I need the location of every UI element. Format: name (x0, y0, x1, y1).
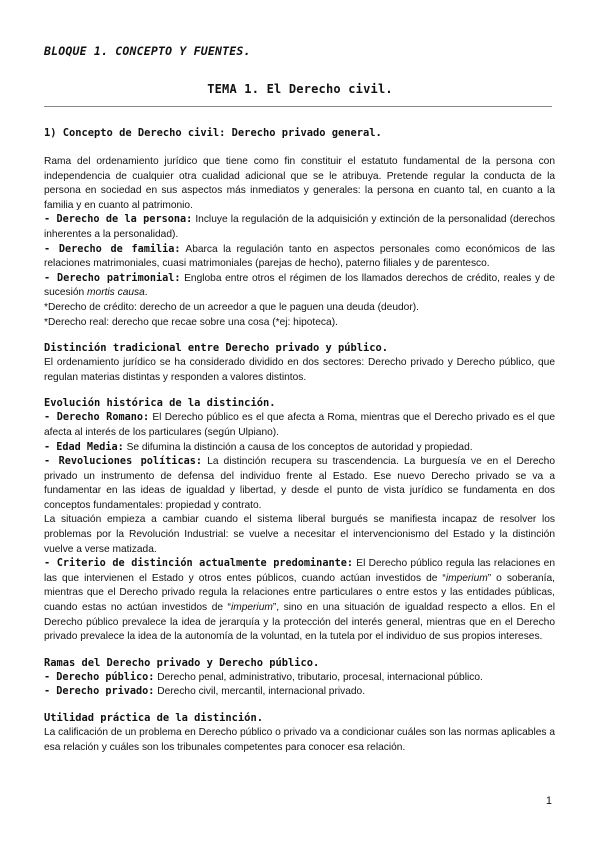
page-number: 1 (545, 795, 552, 807)
term-text: Engloba entre otros el régimen de los llamados derechos de crédito, reales y de sucesión (44, 272, 555, 299)
section-heading-concepto: 1) Concepto de Derecho civil: Derecho privado general. (44, 127, 382, 139)
term-text: El Derecho público regula las relaciones en las que intervienen el Estado y otros entes públicos, cuando actúan investidos de “ (44, 558, 555, 584)
term-text: Derecho civil, mercantil, internacional privado. (154, 686, 366, 698)
term-italic: mortis causa (87, 287, 145, 299)
section-heading-ramas: Ramas del Derecho privado y Derecho público. (44, 656, 320, 669)
document-body (44, 126, 555, 755)
term-label: - Derecho privado: (44, 686, 155, 698)
list-item-revoluciones (44, 455, 555, 513)
term-label: - Derecho Romano: (44, 412, 150, 424)
paragraph-intro: Rama del ordenamiento jurídico que tiene como fin constituir el estatuto fundamental de la persona con independencia de cualquier otra cualidad adicional que se le atribuya. Pretende regular la conducta de la persona en sociedad en sus aspectos más inmediatos y generales: la persona en cuanto tal, en cuanto a la familia y en cuanto al patrimonio. (44, 156, 555, 211)
term-text: La distinción recupera su trascendencia. La burguesía ve en el Derecho privado un instrumento de defensa del individuo frente al Estado. Ese nuevo Derecho privado se va a fundamentar en las ideas de igualdad y libertad, y desde el punto de vista jurídico se fundamenta en dos conceptos fundamentales: propiedad y contrato. (44, 456, 555, 511)
term-text-end: . (144, 287, 148, 299)
term-label: - Derecho de la persona: (44, 214, 193, 226)
paragraph-distincion: El ordenamiento jurídico se ha considerado dividido en dos sectores: Derecho privado y Derecho público, que regulan materias distintas y responden a valores distintos. (44, 357, 555, 383)
section-heading-utilidad: Utilidad práctica de la distinción. (44, 712, 263, 724)
term-text: ”, sino en una situación de igualdad respecto a ellos. En el Derecho público prevalece la idea de jerarquía y la protección del interés general, mientras que en el Derecho privado prevalece la idea de la autonomía de la voluntad, en la tutela por el individuo de sus propios intereses. (44, 602, 555, 643)
list-item-privado (44, 685, 555, 700)
list-item-familia (44, 243, 555, 272)
term-italic: imperium (445, 572, 488, 584)
term-text: Se difumina la distinción a causa de los conceptos de autoridad y propiedad. (123, 441, 473, 453)
block-title: BLOQUE 1. CONCEPTO Y FUENTES. (44, 44, 251, 58)
paragraph-situacion: La situación empieza a cambiar cuando el sistema liberal burgués se manifiesta incapaz de resolver los problemas por la Revolución Industrial: se vuelve a necesitar el intervencionismo del Estado y la distinción vuelve a verse matizada. (44, 514, 555, 555)
tema-title: TEMA 1. El Derecho civil. (207, 82, 393, 96)
term-text: Abarca la regulación tanto en aspectos personales como económicos de las relaciones matrimoniales, cuasi matrimoniales (parejas de hecho), paterno filiales y de parentesco. (44, 243, 555, 270)
term-label: - Derecho de familia: (44, 243, 181, 255)
paragraph-utilidad: La calificación de un problema en Derecho público o privado va a condicionar cuáles son las normas aplicables a esa relación y cuáles son los tribunales competentes para conocer esa relación. (44, 727, 555, 753)
list-item-publico (44, 671, 555, 686)
term-text: Derecho penal, administrativo, tributario, procesal, internacional público. (154, 671, 483, 683)
term-label: - Criterio de distinción actualmente predominante: (44, 558, 353, 570)
section-heading-evolucion: Evolución histórica de la distinción. (44, 397, 276, 410)
note-real: *Derecho real: derecho que recae sobre una cosa (*ej: hipoteca). (44, 316, 338, 328)
list-item-romano (44, 411, 555, 440)
section-heading-distincion: Distinción tradicional entre Derecho privado y público. (44, 342, 389, 355)
list-item-edad-media (44, 441, 555, 456)
list-item-patrimonial (44, 272, 555, 301)
list-item-criterio (44, 557, 555, 645)
term-label: - Derecho patrimonial: (44, 272, 181, 284)
title-divider (44, 106, 552, 107)
term-label: - Revoluciones políticas: (44, 456, 202, 468)
note-credito: *Derecho de crédito: derecho de un acreedor a que le paguen una deuda (deudor). (44, 301, 419, 313)
term-text: El Derecho público es el que afecta a Roma, mientras que el Derecho privado es el que afecta al interés de los particulares (según Ulpiano). (44, 412, 555, 438)
list-item-persona (44, 213, 555, 242)
term-text: Incluye la regulación de la adquisición y extinción de la personalidad (derechos inherentes a la personalidad). (44, 214, 555, 240)
term-label: - Derecho público: (44, 671, 155, 683)
term-text: ” o soberanía, mientras que el Derecho privado regula la relaciones entre particulares o entre estos y las entidades públicas, cuando estas no actúan investidos de “ (44, 572, 555, 614)
term-label: - Edad Media: (44, 441, 124, 453)
term-italic: imperium (230, 602, 273, 614)
